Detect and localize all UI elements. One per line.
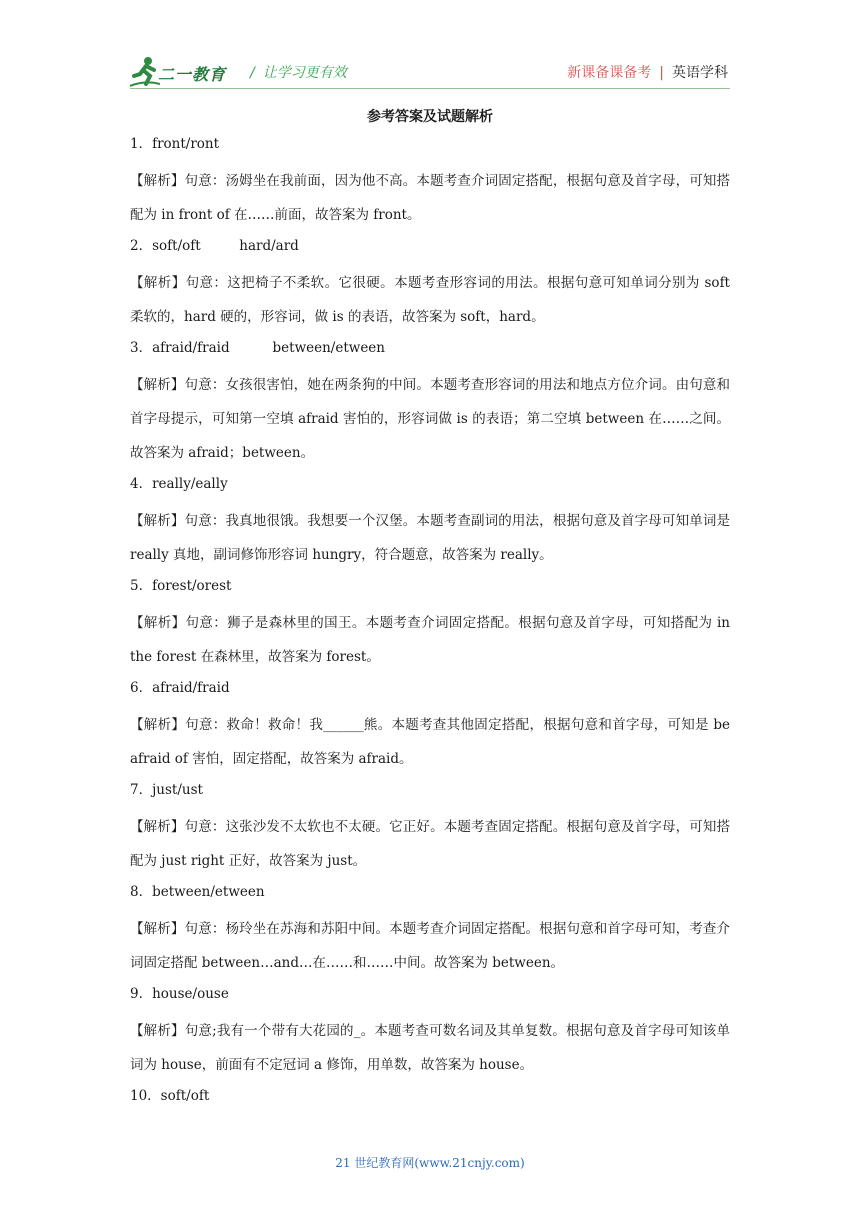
separator: | bbox=[659, 65, 664, 81]
answer-key: 9．house/ouse bbox=[130, 986, 229, 1002]
explanation: 【解析】句意：杨玲坐在苏海和苏阳中间。本题考查介词固定搭配。根据句意和首字母可知，考查介词固定搭配 between…and…在……和……中间。故答案为 between。 bbox=[130, 921, 730, 971]
page-title: 参考答案及试题解析 bbox=[367, 109, 493, 125]
answer-key: 10．soft/oft bbox=[130, 1088, 210, 1104]
logo bbox=[130, 56, 236, 88]
answer-list bbox=[130, 130, 730, 1116]
slogan-slash: / bbox=[250, 65, 255, 81]
explanation: 【解析】句意：汤姆坐在我前面，因为他不高。本题考查介词固定搭配，根据句意及首字母，可知搭配为 in front of 在……前面，故答案为 front。 bbox=[130, 173, 730, 223]
answer-key: 1．front/ront bbox=[130, 136, 220, 152]
answer-item bbox=[130, 232, 730, 334]
explanation: 【解析】句意：狮子是森林里的国王。本题考查介词固定搭配。根据句意及首字母，可知搭配为 in the forest 在森林里，故答案为 forest。 bbox=[130, 615, 730, 665]
answer-key: 6．afraid/fraid bbox=[130, 680, 230, 696]
answer-item bbox=[130, 980, 730, 1082]
answer-item bbox=[130, 130, 730, 232]
logo-text: 二一教育 bbox=[158, 65, 227, 84]
answer-key: 5．forest/orest bbox=[130, 578, 232, 594]
answer-key: 2．soft/oft hard/ard bbox=[130, 238, 299, 254]
answer-item bbox=[130, 878, 730, 980]
answer-item bbox=[130, 1082, 730, 1116]
answer-key: 8．between/etween bbox=[130, 884, 265, 900]
page-footer: 21 世纪教育网(www.21cnjy.com) bbox=[335, 1156, 525, 1170]
slogan-text: 让学习更有效 bbox=[262, 65, 347, 81]
explanation: 【解析】句意：女孩很害怕，她在两条狗的中间。本题考查形容词的用法和地点方位介词。由句意和首字母提示，可知第一空填 afraid 害怕的，形容词做 is 的表语；第二空填 between 在……之间。故答案为 afraid；between。 bbox=[130, 377, 730, 461]
explanation: 【解析】句意：这把椅子不柔软。它很硬。本题考查形容词的用法。根据句意可知单词分别为 soft 柔软的，hard 硬的，形容词，做 is 的表语，故答案为 soft，hard。 bbox=[130, 275, 730, 325]
explanation: 【解析】句意：救命！救命！我______熊。本题考查其他固定搭配，根据句意和首字母，可知是 be afraid of 害怕，固定搭配，故答案为 afraid。 bbox=[130, 717, 730, 767]
slogan bbox=[250, 62, 347, 82]
answer-item bbox=[130, 776, 730, 878]
answer-item bbox=[130, 674, 730, 776]
explanation: 【解析】句意：这张沙发不太软也不太硬。它正好。本题考查固定搭配。根据句意及首字母，可知搭配为 just right 正好，故答案为 just。 bbox=[130, 819, 730, 869]
header-divider bbox=[130, 88, 730, 89]
answer-key: 7．just/ust bbox=[130, 782, 203, 798]
answer-item bbox=[130, 470, 730, 572]
subject-label: 英语学科 bbox=[672, 65, 728, 81]
explanation: 【解析】句意：我真地很饿。我想要一个汉堡。本题考查副词的用法，根据句意及首字母可知单词是 really 真地，副词修饰形容词 hungry，符合题意，故答案为 really。 bbox=[130, 513, 730, 563]
answer-item bbox=[130, 334, 730, 470]
runner-icon bbox=[130, 56, 160, 88]
page-header bbox=[130, 52, 730, 92]
course-label: 新课备课备考 bbox=[567, 65, 652, 81]
answer-key: 3．afraid/fraid between/etween bbox=[130, 340, 385, 356]
answer-key: 4．really/eally bbox=[130, 476, 228, 492]
subject-tag bbox=[567, 62, 728, 82]
answer-item bbox=[130, 572, 730, 674]
explanation: 【解析】句意;我有一个带有大花园的_。本题考查可数名词及其单复数。根据句意及首字母可知该单词为 house，前面有不定冠词 a 修饰，用单数，故答案为 house。 bbox=[130, 1023, 730, 1073]
